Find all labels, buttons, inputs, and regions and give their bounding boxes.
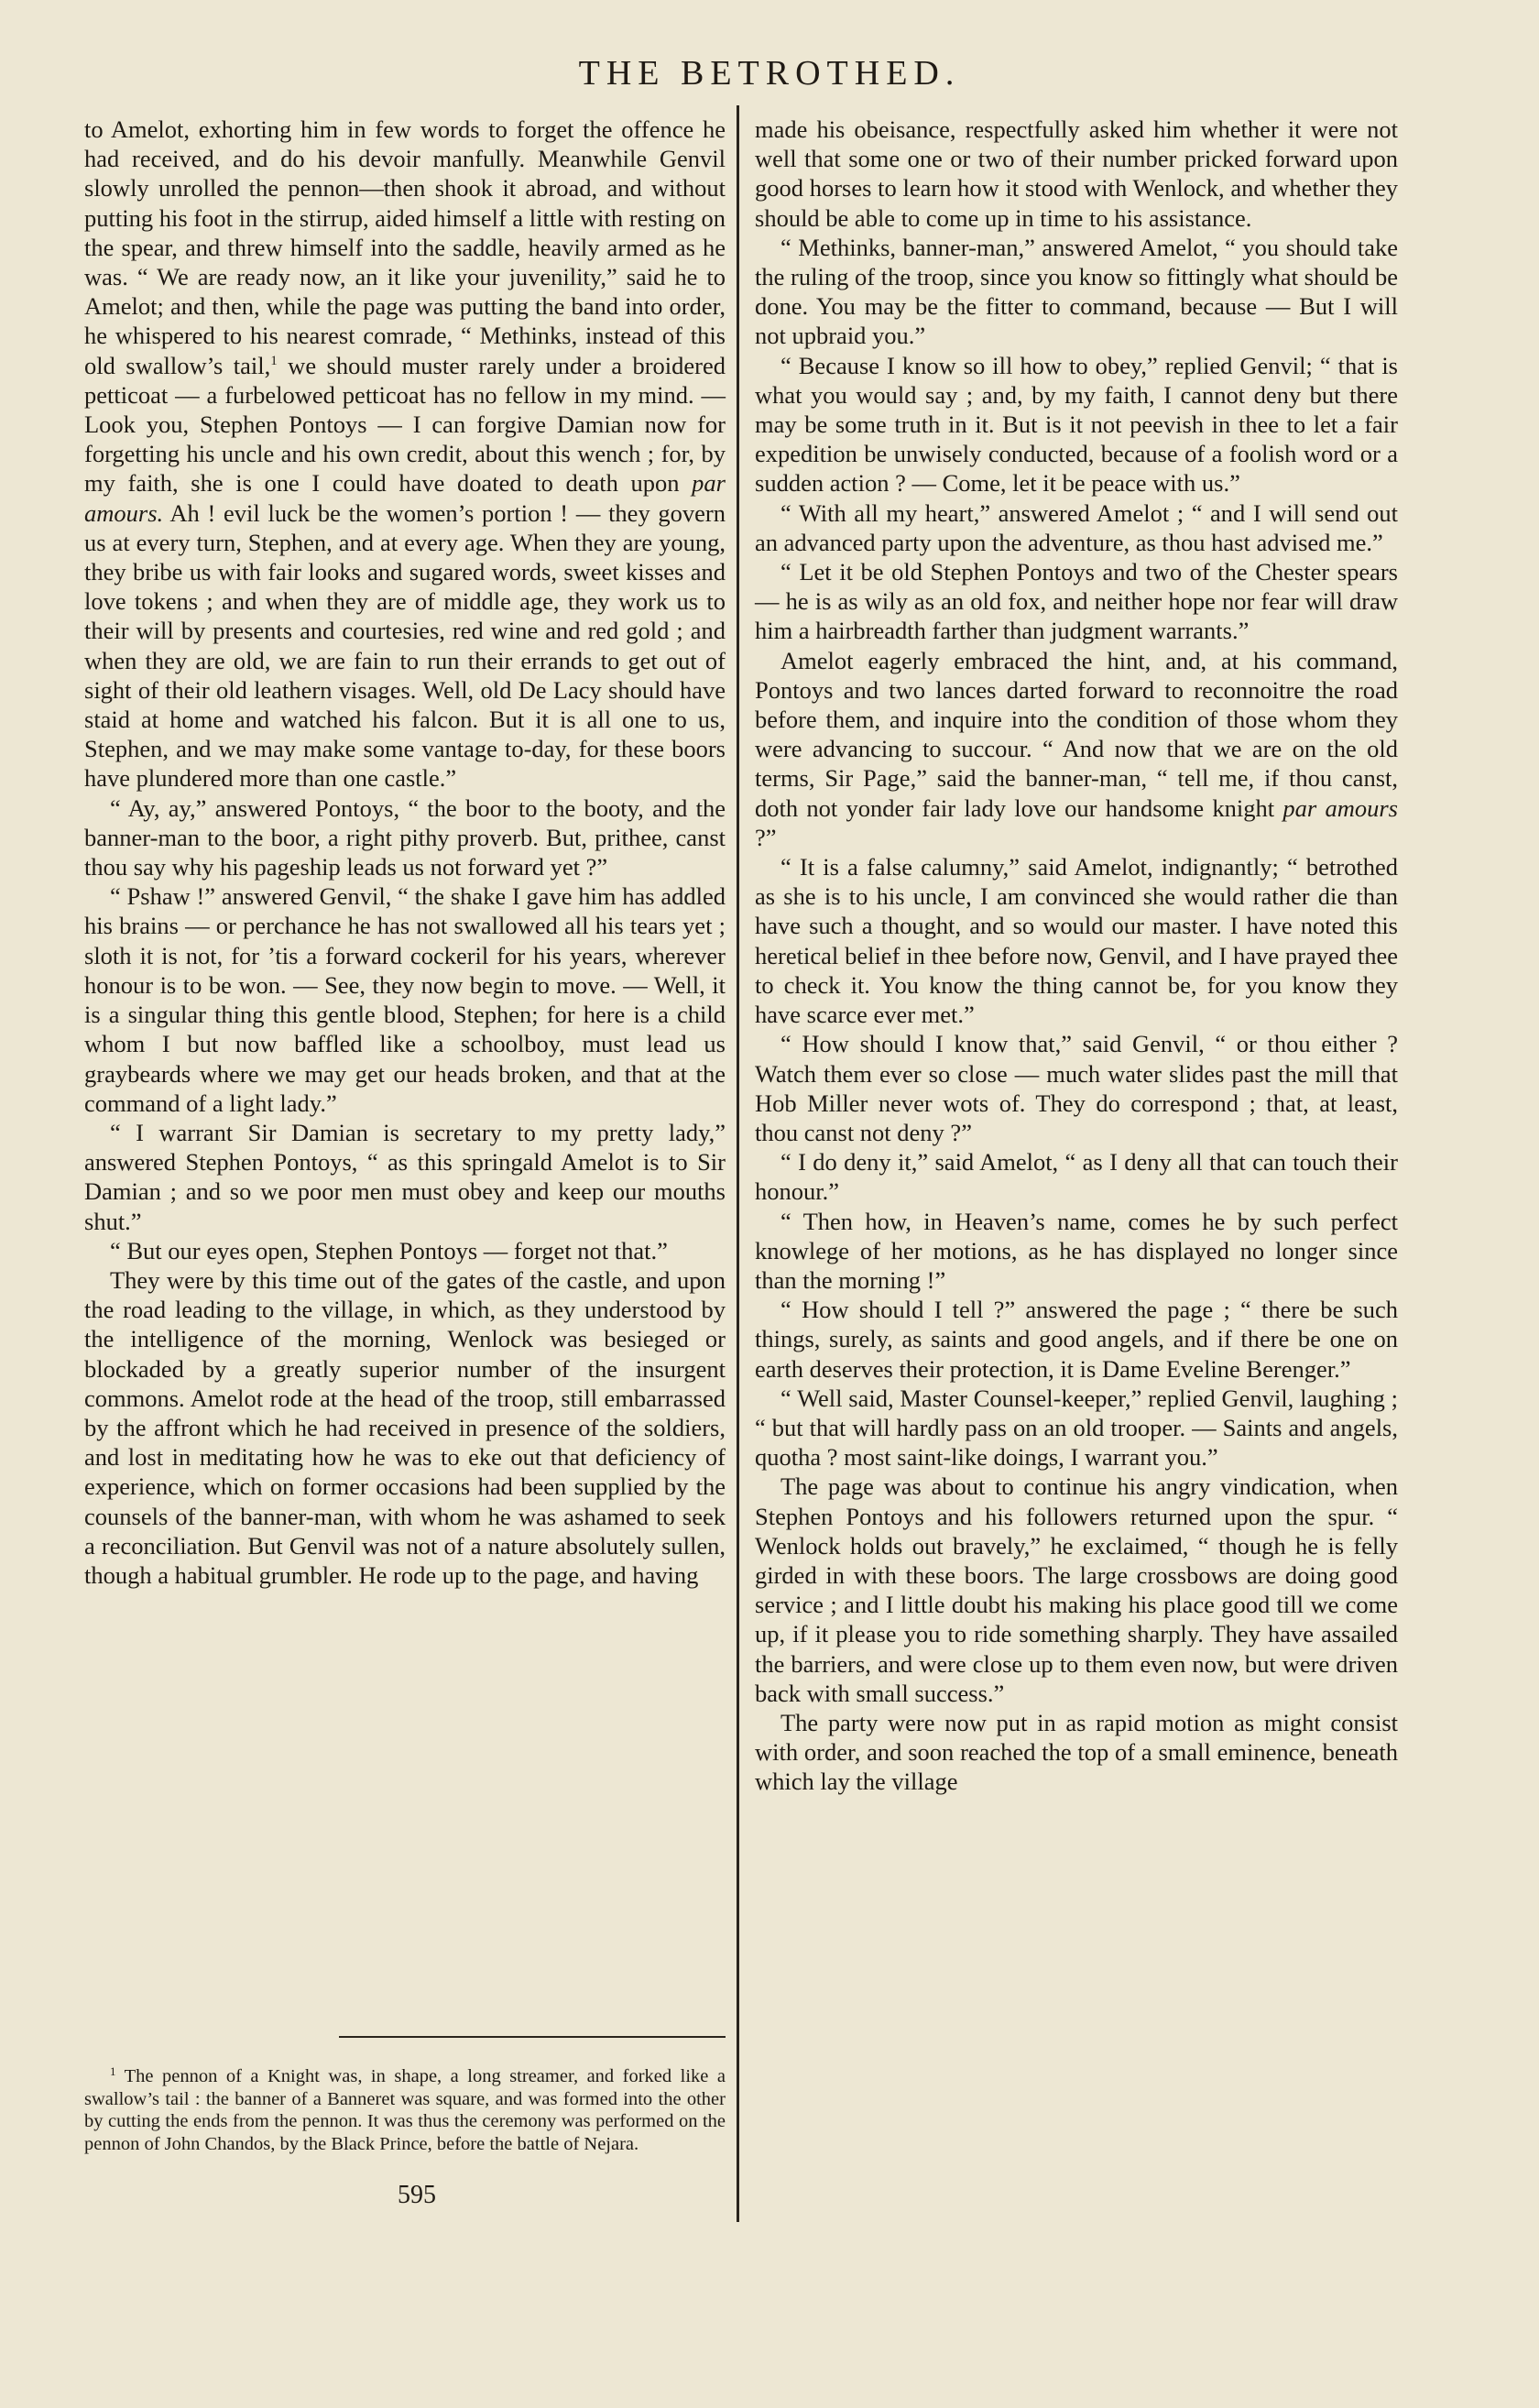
page-number: 595 xyxy=(398,2181,436,2209)
text-run: “ It is a false calumny,” said Amelot, indignantly; “ betrothed as she is to his uncle, I am convinced she would rather die than have such a thought, and so would our master. I have noted this heretical belief in thee before now, Genvil, and I have prayed thee to check it. You know the thing cannot be, for you know they have scarce ever met.” xyxy=(755,853,1398,1029)
text-run: “ I warrant Sir Damian is secretary to my pretty lady,” answered Stephen Pontoys, “ as this springald Amelot is to Sir Damian ; and so we poor men must obey and keep our mouths shut.” xyxy=(84,1118,726,1235)
column-divider xyxy=(737,105,739,2222)
text-run: ?” xyxy=(755,823,777,851)
italic-phrase: par amours. xyxy=(84,469,726,527)
text-run: “ With all my heart,” answered Amelot ; “ and I will send out an advanced party upon the adventure, as thou hast advised me.” xyxy=(755,498,1398,556)
text-run: “ Methinks, banner-man,” answered Amelot, “ you should take the ruling of the troop, since you know so fittingly what should be done. You may be the fitter to command, because — But I will not upbraid you.” xyxy=(755,233,1398,350)
text-run: “ Because I know so ill how to obey,” replied Genvil; “ that is what you would say ; and, by my faith, I cannot deny but there may be some truth in it. But is it not peevish in thee to let a fair expedition be unwisely conducted, because of a foolish word or a sudden action ? — Come, let it be peace with us.” xyxy=(755,351,1398,498)
text-run: to Amelot, exhorting him in few words to forget the offence he had received, and do his devoir manfully. Meanwhile Genvil slowly unrolled the pennon—then shook it abroad, and without putting his foot in the stirrup, aided himself a little with resting on the spear, and threw himself into the saddle, heavily armed as he was. “ We are ready now, an it like your juvenility,” said he to Amelot; and then, while the page was putting the band into order, he whispered to his nearest comrade, “ Methinks, instead of this old swallow’s tail, xyxy=(84,115,726,379)
text-run: The party were now put in as rapid motion as might consist with order, and soon reached the top of a small eminence, beneath which lay the village xyxy=(755,1708,1398,1796)
right-column xyxy=(755,115,1398,1797)
paragraph xyxy=(755,557,1398,646)
paragraph xyxy=(84,794,726,882)
footnote-rule xyxy=(339,2036,726,2038)
footnote-marker: 1 xyxy=(110,2064,116,2078)
paragraph xyxy=(755,1029,1398,1147)
text-run: “ Well said, Master Counsel-keeper,” replied Genvil, laughing ; “ but that will hardly pass on an old trooper. — Saints and angels, quotha ? most saint-like doings, I warrant you.” xyxy=(755,1384,1398,1472)
text-run: “ But our eyes open, Stephen Pontoys — forget not that.” xyxy=(110,1236,668,1264)
footnote-text: The pennon of a Knight was, in shape, a long streamer, and forked like a swallow’s tail : the banner of a Banneret was square, and was formed into the other by cutting the ends from the pennon. It was thus the ceremony was performed on the pennon of John Chandos, by the Black Prince, before the battle of Nejara. xyxy=(84,2066,726,2154)
paragraph xyxy=(755,852,1398,1029)
text-run: “ Then how, in Heaven’s name, comes he by such perfect knowlege of her motions, as he has displayed no longer since than the morning !” xyxy=(755,1207,1398,1294)
paragraph xyxy=(755,1708,1398,1797)
footnote xyxy=(84,2065,726,2155)
italic-phrase: par amours xyxy=(1282,794,1398,822)
running-title: THE BETROTHED. xyxy=(578,54,961,93)
text-run: They were by this time out of the gates of the castle, and upon the road leading to the village, in which, as they understood by the intelligence of the morning, Wenlock was besieged or blockaded by a greatly superior number of the insurgent commons. Amelot rode at the head of the troop, still embarrassed by the affront which he had received in presence of the soldiers, and lost in meditating how he was to eke out that deficiency of experience, which on former occasions had been supplied by the counsels of the banner-man, with whom he was ashamed to seek a reconciliation. But Genvil was not of a nature absolutely sullen, though a habitual grumbler. He rode up to the page, and having xyxy=(84,1265,726,1589)
paragraph xyxy=(755,233,1398,351)
text-run: “ How should I know that,” said Genvil, “ or thou either ? Watch them ever so close — much water slides past the mill that Hob Miller never wots of. They do correspond ; that, at least, thou canst not deny ?” xyxy=(755,1030,1398,1146)
paragraph xyxy=(755,1472,1398,1708)
text-run: “ I do deny it,” said Amelot, “ as I deny all that can touch their honour.” xyxy=(755,1148,1398,1206)
paragraph xyxy=(755,1147,1398,1206)
text-run: “ Pshaw !” answered Genvil, “ the shake I gave him has addled his brains — or perchance he has not swallowed all his tears yet ; sloth it is not, for ’tis a forward cockeril for his years, wherever honour is to be won. — See, they now begin to move. — Well, it is a singular thing this gentle blood, Stephen; for here is a child whom I but now baffled like a schoolboy, must lead us graybeards where we may get our heads broken, and that at the command of a light lady.” xyxy=(84,882,726,1117)
paragraph xyxy=(755,646,1398,852)
paragraph xyxy=(84,1236,726,1265)
text-run: we should muster rarely under a broidered petticoat — a furbelowed petticoat has no fellow in my mind. — Look you, Stephen Pontoys — I can forgive Damian now for forgetting his uncle and his own credit, about this wench ; for, by my faith, she is one I could have doated to death upon xyxy=(84,351,726,498)
paragraph xyxy=(755,1207,1398,1296)
text-run: The page was about to continue his angry vindication, when Stephen Pontoys and his followers returned upon the spur. “ Wenlock holds out bravely,” he exclaimed, “ though he is felly girded in with these boors. The large crossbows are doing good service ; and I little doubt his making his place good till we come up, if it please you to ride something sharply. They have assailed the barriers, and were close up to them even now, but were driven back with small success.” xyxy=(755,1472,1398,1707)
paragraph xyxy=(84,1265,726,1590)
text-run: “ How should I tell ?” answered the page ; “ there be such things, surely, as saints and good angels, and if there be one on earth deserves their protection, it is Dame Eveline Berenger.” xyxy=(755,1296,1398,1383)
paragraph xyxy=(755,498,1398,557)
left-column xyxy=(84,115,726,1590)
text-run: “ Let it be old Stephen Pontoys and two of the Chester spears — he is as wily as an old fox, and neither hope nor fear will draw him a hairbreadth farther than judgment warrants.” xyxy=(755,558,1398,645)
text-run: made his obeisance, respectfully asked him whether it were not well that some one or two of their number pricked forward upon good horses to learn how it stood with Wenlock, and whether they should be able to come up in time to his assistance. xyxy=(755,115,1398,232)
paragraph xyxy=(84,115,726,794)
paragraph xyxy=(755,115,1398,233)
text-run: “ Ay, ay,” answered Pontoys, “ the boor to the booty, and the banner-man to the boor, a right pithy proverb. But, prithee, canst thou say why his pageship leads us not forward yet ?” xyxy=(84,794,726,881)
text-run: Amelot eagerly embraced the hint, and, at his command, Pontoys and two lances darted forward to reconnoitre the road before them, and inquire into the condition of those whom they were advancing to succour. “ And now that we are on the old terms, Sir Page,” said the banner-man, “ tell me, if thou canst, doth not yonder fair lady love our handsome knight xyxy=(755,646,1398,822)
text-run: Ah ! evil luck be the women’s portion ! — they govern us at every turn, Stephen, and at every age. When they are young, they bribe us with fair looks and sugared words, sweet kisses and love tokens ; and when they are of middle age, they work us to their will by presents and courtesies, red wine and red gold ; and when they are old, we are fain to run their errands to get out of sight of their old leathern visages. Well, old De Lacy should have staid at home and watched his falcon. But it is all one to us, Stephen, and we may make some vantage to-day, for these boors have plundered more than one castle.” xyxy=(84,498,726,793)
paragraph xyxy=(755,1295,1398,1384)
paragraph xyxy=(84,1118,726,1236)
paragraph xyxy=(755,351,1398,498)
paragraph xyxy=(755,1384,1398,1472)
footnote-reference: 1 xyxy=(270,353,278,368)
paragraph xyxy=(84,881,726,1118)
